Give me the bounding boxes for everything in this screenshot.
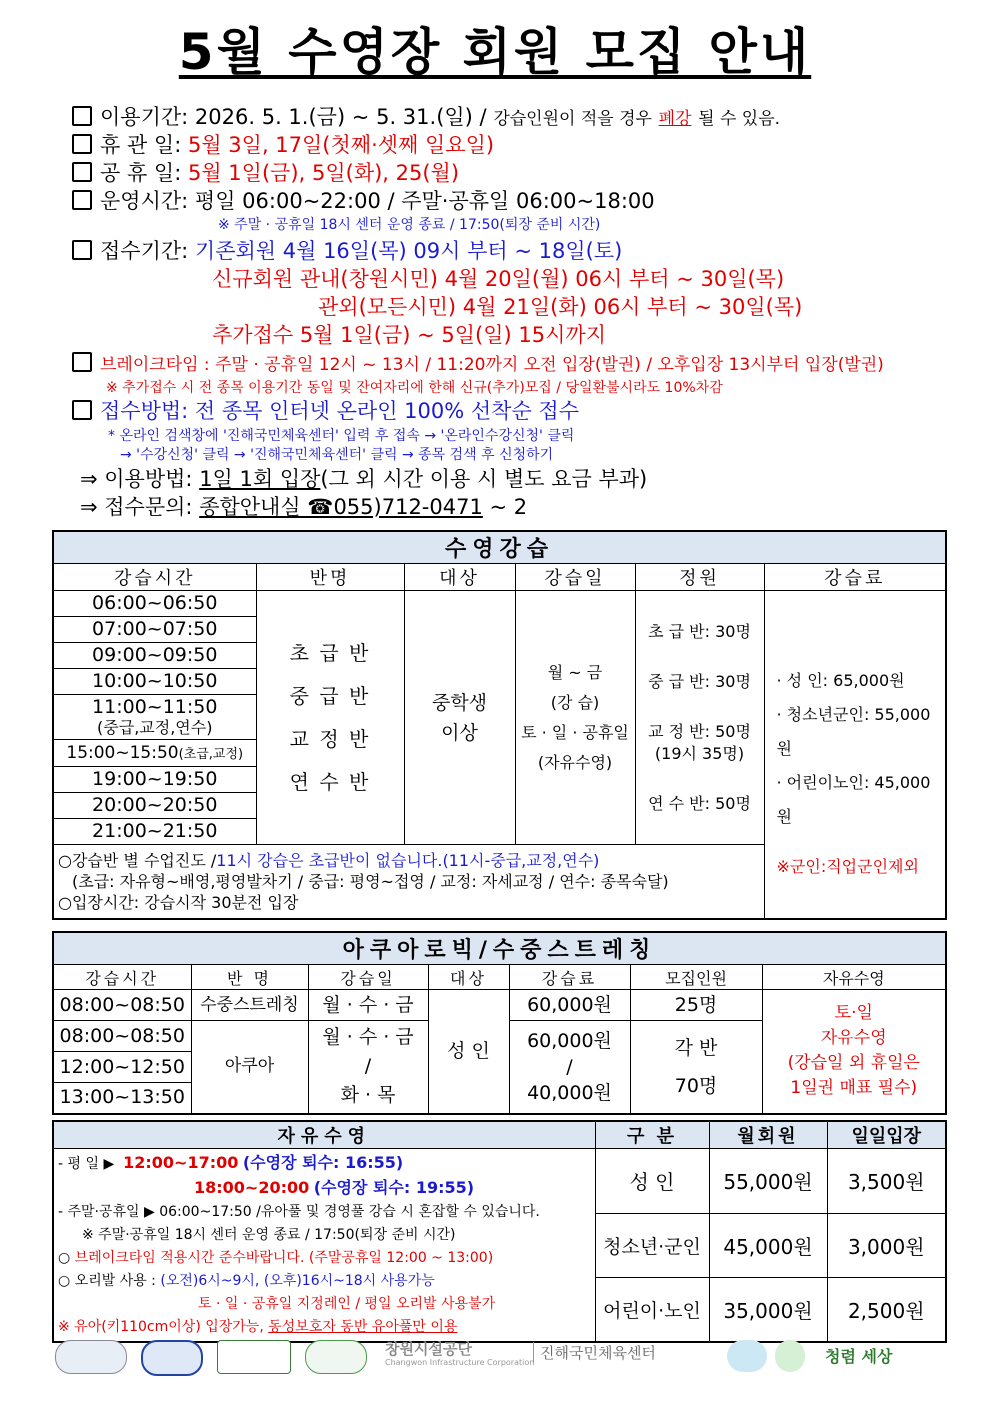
emblem-logo-3: [217, 1340, 291, 1374]
days-cell: [515, 591, 635, 845]
aqua-time: 12:00~12:50: [53, 1052, 191, 1083]
note-line: ※ 주말·공휴일 18시 센터 운영 종료 / 17:50(퇴장 준비 시간): [82, 1227, 456, 1243]
note-line: ○ 오리발 사용 : (오전)6시~9시, (오후)16시~18시 사용가능: [58, 1273, 435, 1289]
class-item: 초 급 반: [289, 640, 371, 665]
fee-line: · 어린이노인: 45,000원: [776, 773, 931, 827]
days-line: 토 · 일 · 공휴일: [521, 722, 629, 742]
col-days: 강습일: [308, 965, 428, 990]
col-daily: 일일입장: [827, 1121, 946, 1149]
col-time: 강습시간: [53, 564, 256, 591]
usage-line: ⇒ 이용방법: 1일 1회 입장(그 외 시간 이용 시 별도 요금 부과): [80, 467, 648, 491]
time-text: 11:00~11:50: [92, 696, 218, 718]
aqua-time: 13:00~13:50: [53, 1083, 191, 1114]
corp-name-en: Changwon Infrastructure Corporation: [385, 1358, 535, 1367]
checkbox-icon: [72, 106, 92, 126]
class-item: 교 정 반: [289, 726, 371, 751]
col-class: 반 명: [191, 965, 308, 990]
free-line: 토·일: [834, 1003, 873, 1024]
swim-header: 수영강습: [53, 531, 946, 564]
aqua-days: [308, 1021, 428, 1114]
aqua-capacity: [630, 1021, 762, 1114]
capacity-line: (19시 35명): [654, 743, 745, 763]
contact-line: ⇒ 접수문의: 종합안내실 ☎055)712-0471 ~ 2: [80, 495, 528, 519]
mascot-logo: [727, 1340, 767, 1372]
target-line: 이상: [441, 721, 478, 744]
free-header: 자유수영: [53, 1121, 595, 1149]
col-target: 대상: [428, 965, 509, 990]
break-note: ※ 추가접수 시 전 종목 이용기간 동일 및 잔여자리에 한해 신규(추가)모집 / 당일환불시라도 10%차감: [106, 380, 723, 396]
fee-line: /: [566, 1055, 573, 1078]
col-target: 대상: [404, 564, 515, 591]
time-slot: 15:00~15:50(초급,교정): [53, 740, 256, 767]
target-line: 중학생: [431, 691, 488, 714]
reg-line-3: 관외(모든시민) 4월 21일(화) 06시 부터 ~ 30일(목): [318, 295, 803, 319]
capacity-line: 연 수 반: 50명: [648, 793, 751, 813]
days-line: 화 · 목: [340, 1084, 396, 1107]
col-capacity: 정원: [635, 564, 764, 591]
free-line: 1일권 매표 필수): [790, 1078, 918, 1099]
time-slot: 06:00~06:50: [53, 591, 256, 617]
checkbox-icon: [72, 134, 92, 154]
note-line: - 주말·공휴일 ▶ 06:00~17:50 /유아풀 및 경영풀 강습 시 혼잡할 수 있습니다.: [58, 1204, 540, 1220]
method-note-1: * 온라인 검색창에 '진해국민체육센터' 입력 후 접속 → '온라인수강신청' 클릭: [108, 428, 575, 444]
time-slot: 09:00~09:50: [53, 643, 256, 669]
free-swim-table: [52, 1120, 947, 1343]
target-cell: [404, 591, 515, 845]
cap-line: 각 반: [674, 1036, 718, 1059]
col-fee: 강습료: [764, 564, 946, 591]
fee-line: · 성 인: 65,000원: [776, 671, 905, 691]
note-line: (초급: 자유형~배영,평영발차기 / 중급: 평영~접영 / 교정: 자세교정 / 연수: 종목숙달): [72, 871, 669, 891]
capacity-line: 중 급 반: 30명: [648, 671, 751, 691]
swim-notes: [53, 845, 764, 919]
fee-line: 40,000원: [527, 1081, 612, 1104]
reg-line-1: 접수기간: 기존회원 4월 16일(목) 09시 부터 ~ 18일(토): [72, 238, 622, 265]
note-line: ○강습반 별 수업진도 /11시 강습은 초급반이 없습니다.(11시-중급,교정,연수): [58, 850, 600, 870]
days-line: /: [364, 1055, 372, 1078]
period-line: 이용기간: 2026. 5. 1.(금) ~ 5. 31.(일) / 강습인원이 적을 경우 폐강 될 수 있음.: [72, 104, 780, 133]
aqua-target: 성 인: [428, 990, 509, 1114]
price-monthly: 35,000원: [709, 1278, 827, 1343]
cap-line: 70명: [674, 1074, 718, 1097]
note-line: 토 · 일 · 공휴일 지정레인 / 평일 오리발 사용불가: [198, 1296, 496, 1312]
price-daily: 3,500원: [827, 1149, 946, 1214]
method-note-2: → '수강신청' 클릭 → '진해국민체육센터' 클릭 → 종목 검색 후 신청하기: [120, 447, 554, 463]
capacity-line: 초 급 반: 30명: [648, 621, 751, 641]
page-title: 5월 수영장 회원 모집 안내: [178, 23, 812, 81]
aqua-free-cell: [762, 990, 946, 1114]
free-notes: [53, 1149, 595, 1343]
aqua-header: 아쿠아로빅/수중스트레칭: [53, 932, 946, 965]
reg-line-2: 신규회원 관내(창원시민) 4월 20일(월) 06시 부터 ~ 30일(목): [212, 267, 785, 291]
aqua-capacity: 25명: [630, 990, 762, 1021]
note-line: ※ 유아(키110cm이상) 입장가능, 동성보호자 동반 유아풀만 이용: [58, 1319, 458, 1335]
price-type: 성 인: [595, 1149, 709, 1214]
center-name: 진해국민체육센터: [533, 1342, 656, 1363]
days-line: 월 · 수 · 금: [322, 1026, 414, 1049]
col-type: 구 분: [595, 1121, 709, 1149]
aqua-time: 08:00~08:50: [53, 990, 191, 1021]
capacity-line: 교 정 반: 50명: [648, 721, 751, 741]
time-slot: 20:00~20:50: [53, 793, 256, 819]
col-capacity: 모집인원: [630, 965, 762, 990]
time-slot: 19:00~19:50: [53, 767, 256, 793]
fee-line: 60,000원: [527, 1029, 612, 1052]
free-line: 자유수영: [820, 1028, 887, 1049]
emblem-logo-1: [55, 1340, 127, 1374]
fee-line: · 청소년군인: 55,000원: [776, 705, 931, 759]
note-line: - 평 일 ▶ 12:00~17:00 (수영장 퇴수: 16:55): [58, 1153, 404, 1172]
fee-note: ※군인:직업군인제외: [776, 857, 919, 877]
days-line: (강 습): [550, 692, 600, 712]
col-monthly: 월회원: [709, 1121, 827, 1149]
class-item: 연 수 반: [289, 769, 371, 794]
days-line: (자유수영): [537, 752, 613, 772]
note-line: ○ 브레이크타임 적용시간 준수바랍니다. (주말공휴일 12:00 ~ 13:00): [58, 1250, 494, 1266]
checkbox-icon: [72, 162, 92, 182]
price-daily: 2,500원: [827, 1278, 946, 1343]
checkbox-icon: [72, 240, 92, 260]
aqua-class: 아쿠아: [191, 1021, 308, 1114]
price-type: 청소년·군인: [595, 1213, 709, 1278]
time-slot: 10:00~10:50: [53, 669, 256, 695]
note-line: ○입장시간: 강습시작 30분전 입장: [58, 892, 299, 912]
col-free: 자유수영: [762, 965, 946, 990]
checkbox-icon: [72, 190, 92, 210]
aqua-class: 수중스트레칭: [191, 990, 308, 1021]
price-type: 어린이·노인: [595, 1278, 709, 1343]
col-time: 강습시간: [53, 965, 191, 990]
emblem-logo-4: [305, 1340, 367, 1374]
mascot-logo-2: [775, 1340, 805, 1372]
holiday-line: 공 휴 일: 5월 1일(금), 5일(화), 25(월): [72, 160, 459, 187]
break-line: 브레이크타임 : 주말 · 공휴일 12시 ~ 13시 / 11:20까지 오전 입장(발권) / 오후입장 13시부터 입장(발권): [72, 352, 884, 379]
reg-line-4: 추가접수 5월 1일(금) ~ 5일(일) 15시까지: [212, 323, 606, 347]
days-line: 월 ~ 금: [547, 662, 603, 682]
time-slot: 07:00~07:50: [53, 617, 256, 643]
price-monthly: 45,000원: [709, 1213, 827, 1278]
aqua-fee: 60,000원: [509, 990, 630, 1021]
swim-lesson-table: [52, 530, 947, 920]
aqua-days: 월 · 수 · 금: [308, 990, 428, 1021]
hours-note: ※ 주말 · 공휴일 18시 센터 운영 종료 / 17:50(퇴장 준비 시간): [218, 217, 601, 233]
corp-name: 창원시설공단: [385, 1340, 472, 1358]
emblem-logo-2: [141, 1340, 203, 1376]
checkbox-icon: [72, 400, 92, 420]
time-slot: [53, 695, 256, 740]
free-line: (강습일 외 휴일은: [787, 1053, 920, 1074]
checkbox-icon: [72, 352, 92, 372]
col-class: 반명: [256, 564, 404, 591]
aqua-fee: [509, 1021, 630, 1114]
fee-cell: [764, 591, 946, 919]
col-fee: 강습료: [509, 965, 630, 990]
aqua-table: [52, 931, 947, 1115]
capacity-cell: [635, 591, 764, 845]
aqua-time: 08:00~08:50: [53, 1021, 191, 1052]
price-daily: 3,000원: [827, 1213, 946, 1278]
note-line: 18:00~20:00 (수영장 퇴수: 19:55): [194, 1178, 475, 1197]
col-days: 강습일: [515, 564, 635, 591]
slogan-logo: 청렴 세상: [825, 1347, 893, 1366]
time-subtext: (중급,교정,연수): [97, 718, 213, 737]
class-item: 중 급 반: [289, 683, 371, 708]
closed-line: 휴 관 일: 5월 3일, 17일(첫째·셋째 일요일): [72, 132, 494, 159]
method-line: 접수방법: 전 종목 인터넷 온라인 100% 선착순 접수: [72, 398, 579, 425]
hours-line: 운영시간: 평일 06:00~22:00 / 주말·공휴일 06:00~18:00: [72, 188, 655, 215]
class-list: [256, 591, 404, 845]
footer-logos: [55, 1340, 935, 1374]
time-slot: 21:00~21:50: [53, 819, 256, 845]
price-monthly: 55,000원: [709, 1149, 827, 1214]
